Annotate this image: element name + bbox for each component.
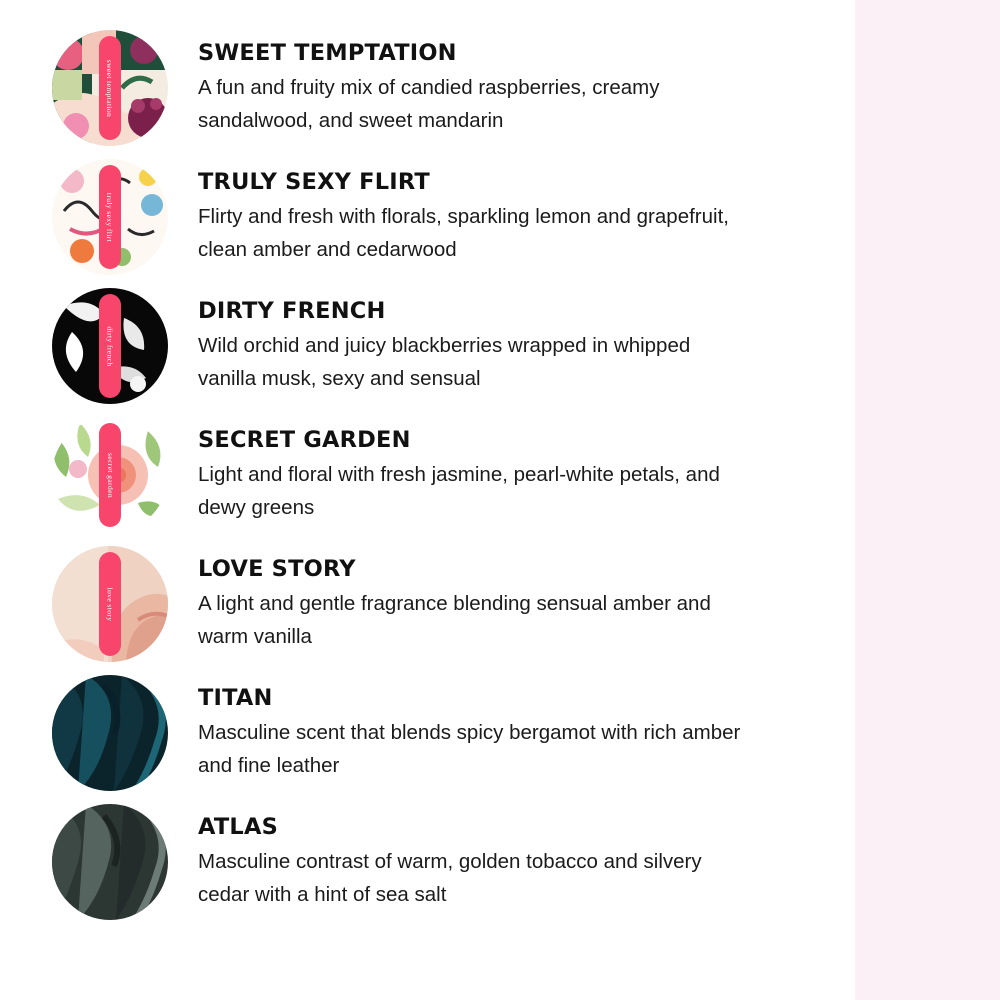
thumbnail-wrapper [52,804,168,920]
strip-label-text: dirty french [105,326,115,366]
thumbnail-wrapper [52,30,168,146]
product-strip-label [99,36,121,140]
item-description: Light and floral with fresh jasmine, pearl-white petals, and dewy greens [198,462,720,519]
item-title: TRULY SEXY FLIRT [198,169,430,195]
strip-label-text: truly sexy flirt [105,192,115,242]
thumbnail-wrapper [52,288,168,404]
thumbnail-wrapper [52,417,168,533]
item-text [168,675,855,782]
list-item[interactable] [0,417,855,533]
atlas-thumbnail [52,804,168,920]
list-item[interactable] [0,804,855,920]
item-title: LOVE STORY [198,556,356,582]
strip-label-text: sweet temptation [105,59,115,117]
thumbnail-wrapper [52,159,168,275]
item-title: ATLAS [198,814,278,840]
item-text [168,546,855,653]
list-item[interactable] [0,288,855,404]
product-strip-label [99,423,121,527]
list-item[interactable] [0,675,855,791]
item-title: DIRTY FRENCH [198,298,386,324]
titan-thumbnail [52,675,168,791]
item-text [168,804,855,911]
product-strip-label [99,294,121,398]
item-description: Masculine contrast of warm, golden tobacco and silvery cedar with a hint of sea salt [198,849,702,906]
list-item[interactable] [0,30,855,146]
strip-label-text: love story [105,587,115,621]
right-decorative-panel [855,0,1000,1000]
item-text [168,159,855,266]
item-text [168,30,855,137]
item-description: Wild orchid and juicy blackberries wrapped in whipped vanilla musk, sexy and sensual [198,333,691,390]
item-text [168,417,855,524]
item-title: TITAN [198,685,273,711]
item-title: SECRET GARDEN [198,427,411,453]
strip-label-text: secret garden [105,452,115,498]
product-strip-label [99,552,121,656]
item-description: Flirty and fresh with florals, sparkling lemon and grapefruit, clean amber and cedarwood [198,204,729,261]
item-description: A light and gentle fragrance blending sensual amber and warm vanilla [198,591,711,648]
item-description: A fun and fruity mix of candied raspberries, creamy sandalwood, and sweet mandarin [198,75,660,132]
product-strip-label [99,165,121,269]
item-description: Masculine scent that blends spicy bergamot with rich amber and fine leather [198,720,741,777]
item-text [168,288,855,395]
fragrance-list [0,30,855,933]
thumbnail-wrapper [52,546,168,662]
thumbnail-wrapper [52,675,168,791]
item-title: SWEET TEMPTATION [198,40,457,66]
list-item[interactable] [0,546,855,662]
list-item[interactable] [0,159,855,275]
